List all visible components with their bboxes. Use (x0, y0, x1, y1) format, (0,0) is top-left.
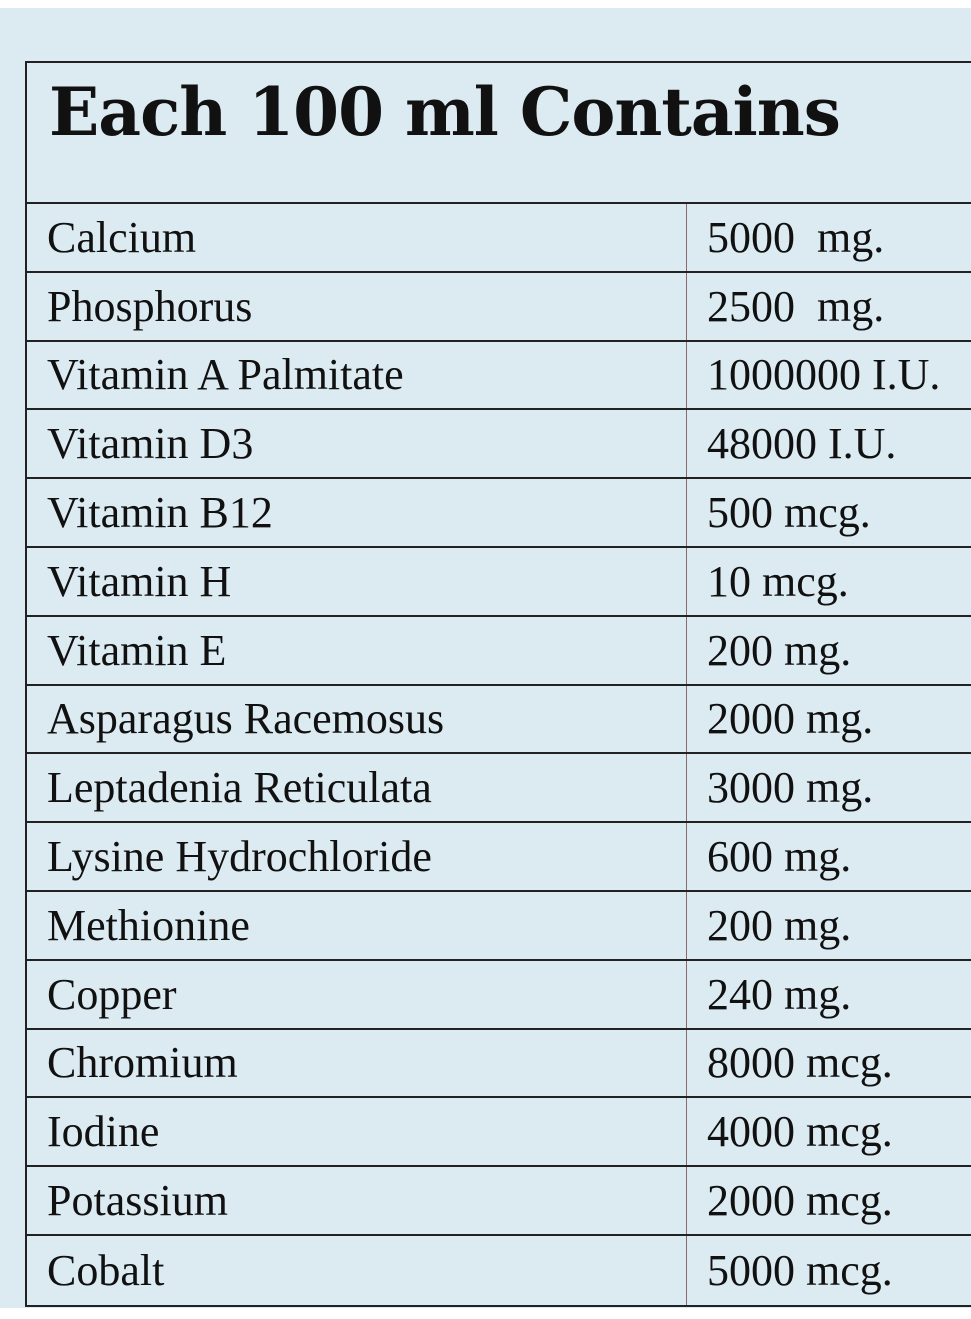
ingredient-name: Lysine Hydrochloride (27, 823, 687, 890)
ingredient-amount: 5000 mg. (707, 212, 885, 262)
table-row (27, 548, 971, 617)
ingredient-amount: 2000 mcg. (707, 1176, 893, 1226)
table-row (27, 823, 971, 892)
ingredient-name: Iodine (27, 1098, 687, 1165)
table-title: Each 100 ml Contains (49, 73, 840, 151)
ingredient-amount: 10 mcg. (707, 556, 849, 606)
ingredient-amount: 5000 mcg. (707, 1245, 893, 1295)
ingredient-amount: 2000 mg. (707, 694, 874, 744)
table-row (27, 686, 971, 755)
ingredient-amount: 500 mcg. (707, 488, 871, 538)
ingredient-amount: 200 mg. (707, 625, 852, 675)
table-row (27, 410, 971, 479)
ingredient-name: Leptadenia Reticulata (27, 754, 687, 821)
table-row (27, 342, 971, 411)
ingredient-name: Vitamin H (27, 548, 687, 615)
ingredient-name: Cobalt (27, 1236, 687, 1305)
ingredients-table (25, 61, 971, 1307)
ingredient-name: Methionine (27, 892, 687, 959)
ingredient-name: Chromium (27, 1030, 687, 1097)
table-row (27, 892, 971, 961)
ingredient-name: Copper (27, 961, 687, 1028)
ingredients-rows (27, 204, 971, 1305)
table-row (27, 204, 971, 273)
table-row (27, 1098, 971, 1167)
table-row (27, 479, 971, 548)
ingredient-name: Potassium (27, 1167, 687, 1234)
table-row (27, 273, 971, 342)
table-row (27, 754, 971, 823)
ingredient-amount: 2500 mg. (707, 281, 885, 331)
ingredient-name: Asparagus Racemosus (27, 686, 687, 753)
ingredient-name: Vitamin B12 (27, 479, 687, 546)
table-row (27, 617, 971, 686)
table-row (27, 1167, 971, 1236)
ingredient-amount: 8000 mcg. (707, 1038, 893, 1088)
table-row (27, 1236, 971, 1305)
table-row (27, 961, 971, 1030)
ingredient-name: Phosphorus (27, 273, 687, 340)
table-row (27, 1030, 971, 1099)
ingredient-name: Vitamin D3 (27, 410, 687, 477)
ingredient-amount: 48000 I.U. (707, 419, 897, 469)
ingredient-amount: 3000 mg. (707, 763, 874, 813)
ingredient-amount: 200 mg. (707, 900, 852, 950)
ingredient-amount: 1000000 I.U. (707, 350, 941, 400)
ingredient-amount: 600 mg. (707, 832, 852, 882)
table-title-cell (27, 63, 971, 204)
ingredient-amount: 4000 mcg. (707, 1107, 893, 1157)
ingredient-name: Vitamin E (27, 617, 687, 684)
ingredient-amount: 240 mg. (707, 969, 852, 1019)
background-panel (0, 8, 971, 1308)
ingredient-name: Vitamin A Palmitate (27, 342, 687, 409)
ingredient-name: Calcium (27, 204, 687, 271)
